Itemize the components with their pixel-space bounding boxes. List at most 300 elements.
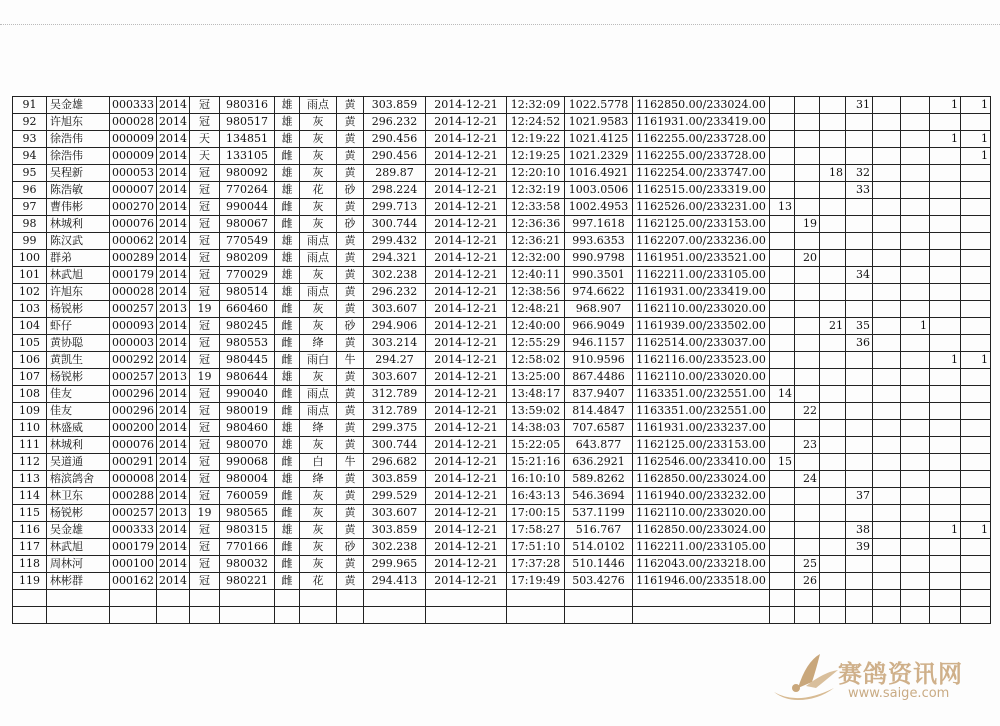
cell-ring-area: 冠 — [190, 403, 220, 420]
cell-distance: 294.27 — [364, 352, 426, 369]
cell-rank: 100 — [13, 250, 47, 267]
cell-ring-area: 冠 — [190, 573, 220, 590]
cell-ring-area: 冠 — [190, 420, 220, 437]
cell-distance: 303.607 — [364, 301, 426, 318]
cell-prize-col-4: 39 — [846, 539, 873, 556]
cell-eye-color: 黄 — [337, 335, 364, 352]
cell-arrival-time: 15:21:16 — [507, 454, 565, 471]
cell-prize-col-4 — [846, 573, 873, 590]
table-body — [13, 97, 991, 624]
cell-prize-col-1: 15 — [770, 454, 795, 471]
cell-feather-color: 雨点 — [300, 233, 337, 250]
cell-owner-name: 杨锐彬 — [47, 505, 110, 522]
cell-prize-col-8 — [961, 403, 991, 420]
cell-distance: 312.789 — [364, 403, 426, 420]
cell-ring-area: 冠 — [190, 556, 220, 573]
table-row — [13, 573, 991, 590]
cell-arrival-date: 2014-12-21 — [426, 556, 507, 573]
cell-prize-col-4 — [846, 352, 873, 369]
cell-arrival-time: 13:59:02 — [507, 403, 565, 420]
cell-distance: 303.859 — [364, 522, 426, 539]
cell-prize-col-2: 25 — [795, 556, 820, 573]
cell-prize-col-5 — [873, 148, 901, 165]
cell-owner-name: 林盛威 — [47, 420, 110, 437]
cell-coordinates: 1161940.00/233232.00 — [633, 488, 770, 505]
cell-prize-col-7 — [930, 148, 961, 165]
cell-eye-color: 黄 — [337, 148, 364, 165]
cell-prize-col-3 — [820, 233, 846, 250]
cell-sex: 雌 — [275, 505, 300, 522]
cell-ring-number: 980565 — [220, 505, 275, 522]
table-row — [13, 250, 991, 267]
cell-ring-area — [190, 590, 220, 607]
cell-prize-col-6 — [901, 556, 930, 573]
cell-speed: 990.3501 — [565, 267, 633, 284]
cell-member-id: 000257 — [110, 301, 157, 318]
cell-arrival-time: 15:22:05 — [507, 437, 565, 454]
cell-speed: 814.4847 — [565, 403, 633, 420]
cell-coordinates: 1162116.00/233523.00 — [633, 352, 770, 369]
cell-eye-color: 黄 — [337, 386, 364, 403]
cell-prize-col-6 — [901, 182, 930, 199]
cell-ring-year: 2013 — [157, 301, 190, 318]
cell-owner-name: 黄协聪 — [47, 335, 110, 352]
cell-prize-col-7 — [930, 573, 961, 590]
cell-feather-color: 雨点 — [300, 386, 337, 403]
cell-ring-area: 天 — [190, 131, 220, 148]
cell-owner-name: 林彬群 — [47, 573, 110, 590]
cell-coordinates: 1161946.00/233518.00 — [633, 573, 770, 590]
cell-feather-color: 雨点 — [300, 403, 337, 420]
cell-coordinates: 1162211.00/233105.00 — [633, 539, 770, 556]
cell-prize-col-1 — [770, 590, 795, 607]
cell-prize-col-8: 1 — [961, 131, 991, 148]
cell-prize-col-4 — [846, 505, 873, 522]
cell-prize-col-5 — [873, 590, 901, 607]
cell-speed: 707.6587 — [565, 420, 633, 437]
table-row — [13, 182, 991, 199]
cell-prize-col-5 — [873, 505, 901, 522]
cell-ring-year: 2014 — [157, 267, 190, 284]
cell-ring-year: 2014 — [157, 131, 190, 148]
cell-prize-col-7 — [930, 267, 961, 284]
watermark-site-name: 赛鸽资讯网 — [838, 660, 963, 688]
table-row — [13, 539, 991, 556]
cell-arrival-time: 12:19:22 — [507, 131, 565, 148]
cell-prize-col-8 — [961, 556, 991, 573]
cell-coordinates: 1162125.00/233153.00 — [633, 437, 770, 454]
cell-speed: 1016.4921 — [565, 165, 633, 182]
cell-prize-col-7 — [930, 403, 961, 420]
cell-prize-col-1 — [770, 131, 795, 148]
cell-eye-color: 黄 — [337, 488, 364, 505]
cell-prize-col-4 — [846, 437, 873, 454]
cell-arrival-date: 2014-12-21 — [426, 114, 507, 131]
cell-feather-color: 花 — [300, 573, 337, 590]
cell-ring-area: 冠 — [190, 165, 220, 182]
cell-prize-col-4: 33 — [846, 182, 873, 199]
cell-prize-col-3 — [820, 199, 846, 216]
cell-ring-area: 19 — [190, 301, 220, 318]
cell-prize-col-2 — [795, 267, 820, 284]
cell-prize-col-1 — [770, 573, 795, 590]
cell-arrival-date: 2014-12-21 — [426, 199, 507, 216]
cell-coordinates: 1161931.00/233419.00 — [633, 114, 770, 131]
cell-prize-col-3 — [820, 301, 846, 318]
cell-arrival-time: 17:00:15 — [507, 505, 565, 522]
cell-prize-col-8 — [961, 318, 991, 335]
cell-ring-number: 990068 — [220, 454, 275, 471]
cell-prize-col-3 — [820, 386, 846, 403]
cell-prize-col-3: 18 — [820, 165, 846, 182]
cell-member-id: 000009 — [110, 131, 157, 148]
cell-prize-col-3 — [820, 148, 846, 165]
cell-prize-col-8 — [961, 369, 991, 386]
cell-owner-name: 林卫东 — [47, 488, 110, 505]
cell-coordinates: 1162207.00/233236.00 — [633, 233, 770, 250]
cell-speed: 537.1199 — [565, 505, 633, 522]
cell-rank: 112 — [13, 454, 47, 471]
cell-coordinates: 1162514.00/233037.00 — [633, 335, 770, 352]
cell-member-id: 000257 — [110, 505, 157, 522]
cell-prize-col-8 — [961, 284, 991, 301]
table-row — [13, 233, 991, 250]
cell-eye-color: 黄 — [337, 505, 364, 522]
cell-owner-name: 周林河 — [47, 556, 110, 573]
cell-arrival-time: 17:37:28 — [507, 556, 565, 573]
cell-distance: 298.224 — [364, 182, 426, 199]
cell-ring-area: 冠 — [190, 335, 220, 352]
cell-ring-area: 冠 — [190, 199, 220, 216]
cell-ring-year: 2014 — [157, 403, 190, 420]
cell-prize-col-7 — [930, 386, 961, 403]
cell-owner-name: 吴程新 — [47, 165, 110, 182]
cell-coordinates: 1162043.00/233218.00 — [633, 556, 770, 573]
cell-prize-col-6 — [901, 114, 930, 131]
cell-ring-year: 2014 — [157, 165, 190, 182]
cell-feather-color: 灰 — [300, 267, 337, 284]
cell-sex: 雄 — [275, 267, 300, 284]
cell-prize-col-2 — [795, 590, 820, 607]
cell-coordinates — [633, 590, 770, 607]
cell-coordinates — [633, 607, 770, 624]
cell-distance — [364, 607, 426, 624]
cell-distance: 303.607 — [364, 369, 426, 386]
cell-prize-col-8 — [961, 573, 991, 590]
cell-member-id — [110, 607, 157, 624]
cell-distance: 303.214 — [364, 335, 426, 352]
watermark-logo — [768, 648, 978, 712]
cell-ring-number — [220, 590, 275, 607]
cell-prize-col-5 — [873, 386, 901, 403]
cell-rank — [13, 590, 47, 607]
cell-prize-col-6 — [901, 590, 930, 607]
cell-arrival-time: 17:58:27 — [507, 522, 565, 539]
cell-ring-year: 2014 — [157, 573, 190, 590]
cell-prize-col-7: 1 — [930, 131, 961, 148]
cell-speed: 589.8262 — [565, 471, 633, 488]
cell-sex: 雌 — [275, 539, 300, 556]
cell-prize-col-1 — [770, 267, 795, 284]
cell-prize-col-6: 1 — [901, 318, 930, 335]
cell-prize-col-6 — [901, 148, 930, 165]
cell-owner-name: 林城利 — [47, 437, 110, 454]
cell-ring-year: 2014 — [157, 233, 190, 250]
cell-rank: 117 — [13, 539, 47, 556]
cell-sex: 雌 — [275, 216, 300, 233]
cell-prize-col-6 — [901, 352, 930, 369]
cell-prize-col-8 — [961, 199, 991, 216]
cell-ring-area: 冠 — [190, 114, 220, 131]
cell-member-id: 000028 — [110, 114, 157, 131]
cell-prize-col-5 — [873, 301, 901, 318]
cell-member-id: 000291 — [110, 454, 157, 471]
cell-prize-col-3 — [820, 182, 846, 199]
cell-prize-col-1 — [770, 471, 795, 488]
cell-prize-col-3 — [820, 471, 846, 488]
cell-prize-col-1 — [770, 335, 795, 352]
cell-arrival-date: 2014-12-21 — [426, 522, 507, 539]
cell-prize-col-5 — [873, 607, 901, 624]
cell-ring-area: 冠 — [190, 318, 220, 335]
cell-member-id: 000296 — [110, 386, 157, 403]
cell-ring-area: 冠 — [190, 97, 220, 114]
cell-sex: 雌 — [275, 454, 300, 471]
cell-rank: 109 — [13, 403, 47, 420]
cell-ring-year: 2014 — [157, 522, 190, 539]
cell-coordinates: 1162850.00/233024.00 — [633, 471, 770, 488]
cell-coordinates: 1162254.00/233747.00 — [633, 165, 770, 182]
table-row — [13, 590, 991, 607]
cell-owner-name: 曹伟彬 — [47, 199, 110, 216]
cell-rank: 114 — [13, 488, 47, 505]
cell-prize-col-5 — [873, 165, 901, 182]
cell-prize-col-6 — [901, 505, 930, 522]
cell-sex: 雌 — [275, 199, 300, 216]
cell-sex: 雄 — [275, 522, 300, 539]
cell-sex: 雌 — [275, 403, 300, 420]
cell-coordinates: 1162255.00/233728.00 — [633, 148, 770, 165]
cell-prize-col-6 — [901, 522, 930, 539]
cell-coordinates: 1162110.00/233020.00 — [633, 301, 770, 318]
cell-speed: 516.767 — [565, 522, 633, 539]
table-row — [13, 165, 991, 182]
cell-prize-col-2 — [795, 114, 820, 131]
cell-prize-col-3 — [820, 420, 846, 437]
cell-prize-col-6 — [901, 437, 930, 454]
cell-speed: 910.9596 — [565, 352, 633, 369]
cell-speed: 993.6353 — [565, 233, 633, 250]
cell-distance: 296.232 — [364, 114, 426, 131]
cell-arrival-date: 2014-12-21 — [426, 386, 507, 403]
cell-arrival-time: 12:32:19 — [507, 182, 565, 199]
cell-prize-col-2 — [795, 352, 820, 369]
cell-prize-col-6 — [901, 284, 930, 301]
cell-prize-col-3 — [820, 267, 846, 284]
cell-feather-color: 雨点 — [300, 284, 337, 301]
cell-arrival-date: 2014-12-21 — [426, 233, 507, 250]
cell-rank: 107 — [13, 369, 47, 386]
cell-arrival-date: 2014-12-21 — [426, 97, 507, 114]
cell-rank: 102 — [13, 284, 47, 301]
cell-arrival-time: 16:10:10 — [507, 471, 565, 488]
cell-prize-col-2 — [795, 522, 820, 539]
cell-distance: 299.432 — [364, 233, 426, 250]
cell-rank: 110 — [13, 420, 47, 437]
cell-prize-col-2: 23 — [795, 437, 820, 454]
cell-ring-number: 660460 — [220, 301, 275, 318]
cell-prize-col-8 — [961, 114, 991, 131]
cell-prize-col-8: 1 — [961, 97, 991, 114]
cell-sex: 雌 — [275, 352, 300, 369]
cell-ring-area — [190, 607, 220, 624]
cell-rank: 104 — [13, 318, 47, 335]
cell-prize-col-4 — [846, 590, 873, 607]
cell-ring-number: 760059 — [220, 488, 275, 505]
cell-eye-color: 黄 — [337, 199, 364, 216]
cell-ring-number: 980004 — [220, 471, 275, 488]
cell-arrival-time — [507, 607, 565, 624]
cell-eye-color: 黄 — [337, 437, 364, 454]
cell-prize-col-6 — [901, 301, 930, 318]
cell-ring-number: 980070 — [220, 437, 275, 454]
cell-prize-col-1 — [770, 488, 795, 505]
cell-speed: 968.907 — [565, 301, 633, 318]
page-top-rule — [0, 24, 1000, 26]
cell-prize-col-6 — [901, 250, 930, 267]
cell-prize-col-2 — [795, 454, 820, 471]
cell-prize-col-1 — [770, 284, 795, 301]
cell-eye-color: 黄 — [337, 233, 364, 250]
cell-prize-col-3 — [820, 114, 846, 131]
cell-prize-col-7: 1 — [930, 522, 961, 539]
cell-ring-year: 2014 — [157, 335, 190, 352]
cell-ring-number: 980316 — [220, 97, 275, 114]
cell-member-id: 000100 — [110, 556, 157, 573]
cell-speed: 966.9049 — [565, 318, 633, 335]
cell-prize-col-1 — [770, 165, 795, 182]
cell-prize-col-1 — [770, 420, 795, 437]
cell-distance: 300.744 — [364, 216, 426, 233]
table-row — [13, 199, 991, 216]
cell-prize-col-5 — [873, 454, 901, 471]
cell-prize-col-7 — [930, 199, 961, 216]
cell-arrival-time: 12:40:00 — [507, 318, 565, 335]
watermark-url: www.saige.com — [848, 686, 950, 701]
cell-prize-col-7 — [930, 420, 961, 437]
cell-arrival-date: 2014-12-21 — [426, 403, 507, 420]
cell-prize-col-8 — [961, 607, 991, 624]
cell-prize-col-7 — [930, 284, 961, 301]
cell-distance: 303.859 — [364, 97, 426, 114]
cell-rank: 103 — [13, 301, 47, 318]
cell-owner-name: 林城利 — [47, 216, 110, 233]
cell-arrival-date: 2014-12-21 — [426, 539, 507, 556]
cell-ring-number: 980032 — [220, 556, 275, 573]
cell-prize-col-7 — [930, 556, 961, 573]
cell-prize-col-4 — [846, 114, 873, 131]
cell-ring-year: 2014 — [157, 539, 190, 556]
cell-arrival-date: 2014-12-21 — [426, 182, 507, 199]
cell-prize-col-5 — [873, 199, 901, 216]
cell-feather-color: 雨点 — [300, 97, 337, 114]
cell-ring-number: 980460 — [220, 420, 275, 437]
cell-member-id: 000179 — [110, 539, 157, 556]
cell-prize-col-4 — [846, 454, 873, 471]
cell-prize-col-1 — [770, 607, 795, 624]
cell-prize-col-8 — [961, 182, 991, 199]
cell-arrival-date: 2014-12-21 — [426, 267, 507, 284]
cell-owner-name: 林武旭 — [47, 539, 110, 556]
cell-ring-area: 冠 — [190, 437, 220, 454]
cell-owner-name: 陈浩敏 — [47, 182, 110, 199]
cell-prize-col-1 — [770, 182, 795, 199]
cell-feather-color: 灰 — [300, 216, 337, 233]
cell-arrival-time: 17:19:49 — [507, 573, 565, 590]
cell-feather-color: 灰 — [300, 556, 337, 573]
cell-prize-col-4 — [846, 556, 873, 573]
cell-prize-col-2 — [795, 369, 820, 386]
cell-distance: 300.744 — [364, 437, 426, 454]
cell-member-id: 000333 — [110, 522, 157, 539]
cell-coordinates: 1161931.00/233237.00 — [633, 420, 770, 437]
cell-prize-col-8 — [961, 165, 991, 182]
table-row — [13, 335, 991, 352]
table-row — [13, 454, 991, 471]
cell-prize-col-7 — [930, 539, 961, 556]
cell-prize-col-2 — [795, 165, 820, 182]
cell-coordinates: 1161939.00/233502.00 — [633, 318, 770, 335]
cell-speed: 974.6622 — [565, 284, 633, 301]
table-row — [13, 369, 991, 386]
cell-sex: 雄 — [275, 369, 300, 386]
cell-feather-color — [300, 607, 337, 624]
cell-prize-col-3 — [820, 590, 846, 607]
cell-prize-col-7 — [930, 250, 961, 267]
cell-speed — [565, 607, 633, 624]
cell-rank: 91 — [13, 97, 47, 114]
cell-arrival-time: 12:24:52 — [507, 114, 565, 131]
cell-member-id: 000076 — [110, 216, 157, 233]
cell-owner-name: 吴金雄 — [47, 522, 110, 539]
cell-coordinates: 1162850.00/233024.00 — [633, 522, 770, 539]
cell-prize-col-3 — [820, 488, 846, 505]
cell-speed: 1022.5778 — [565, 97, 633, 114]
cell-prize-col-1 — [770, 97, 795, 114]
cell-feather-color: 灰 — [300, 369, 337, 386]
cell-prize-col-1 — [770, 318, 795, 335]
cell-prize-col-8 — [961, 267, 991, 284]
cell-prize-col-5 — [873, 97, 901, 114]
cell-coordinates: 1163351.00/232551.00 — [633, 386, 770, 403]
cell-prize-col-5 — [873, 114, 901, 131]
cell-prize-col-4 — [846, 607, 873, 624]
cell-arrival-date: 2014-12-21 — [426, 573, 507, 590]
cell-ring-number: 770029 — [220, 267, 275, 284]
cell-arrival-date: 2014-12-21 — [426, 250, 507, 267]
cell-prize-col-8 — [961, 386, 991, 403]
cell-coordinates: 1162255.00/233728.00 — [633, 131, 770, 148]
cell-prize-col-7 — [930, 182, 961, 199]
cell-arrival-date: 2014-12-21 — [426, 488, 507, 505]
cell-sex: 雄 — [275, 182, 300, 199]
cell-prize-col-2 — [795, 505, 820, 522]
cell-arrival-date: 2014-12-21 — [426, 301, 507, 318]
cell-sex: 雄 — [275, 97, 300, 114]
cell-prize-col-5 — [873, 352, 901, 369]
cell-prize-col-4 — [846, 250, 873, 267]
cell-arrival-time: 12:32:09 — [507, 97, 565, 114]
